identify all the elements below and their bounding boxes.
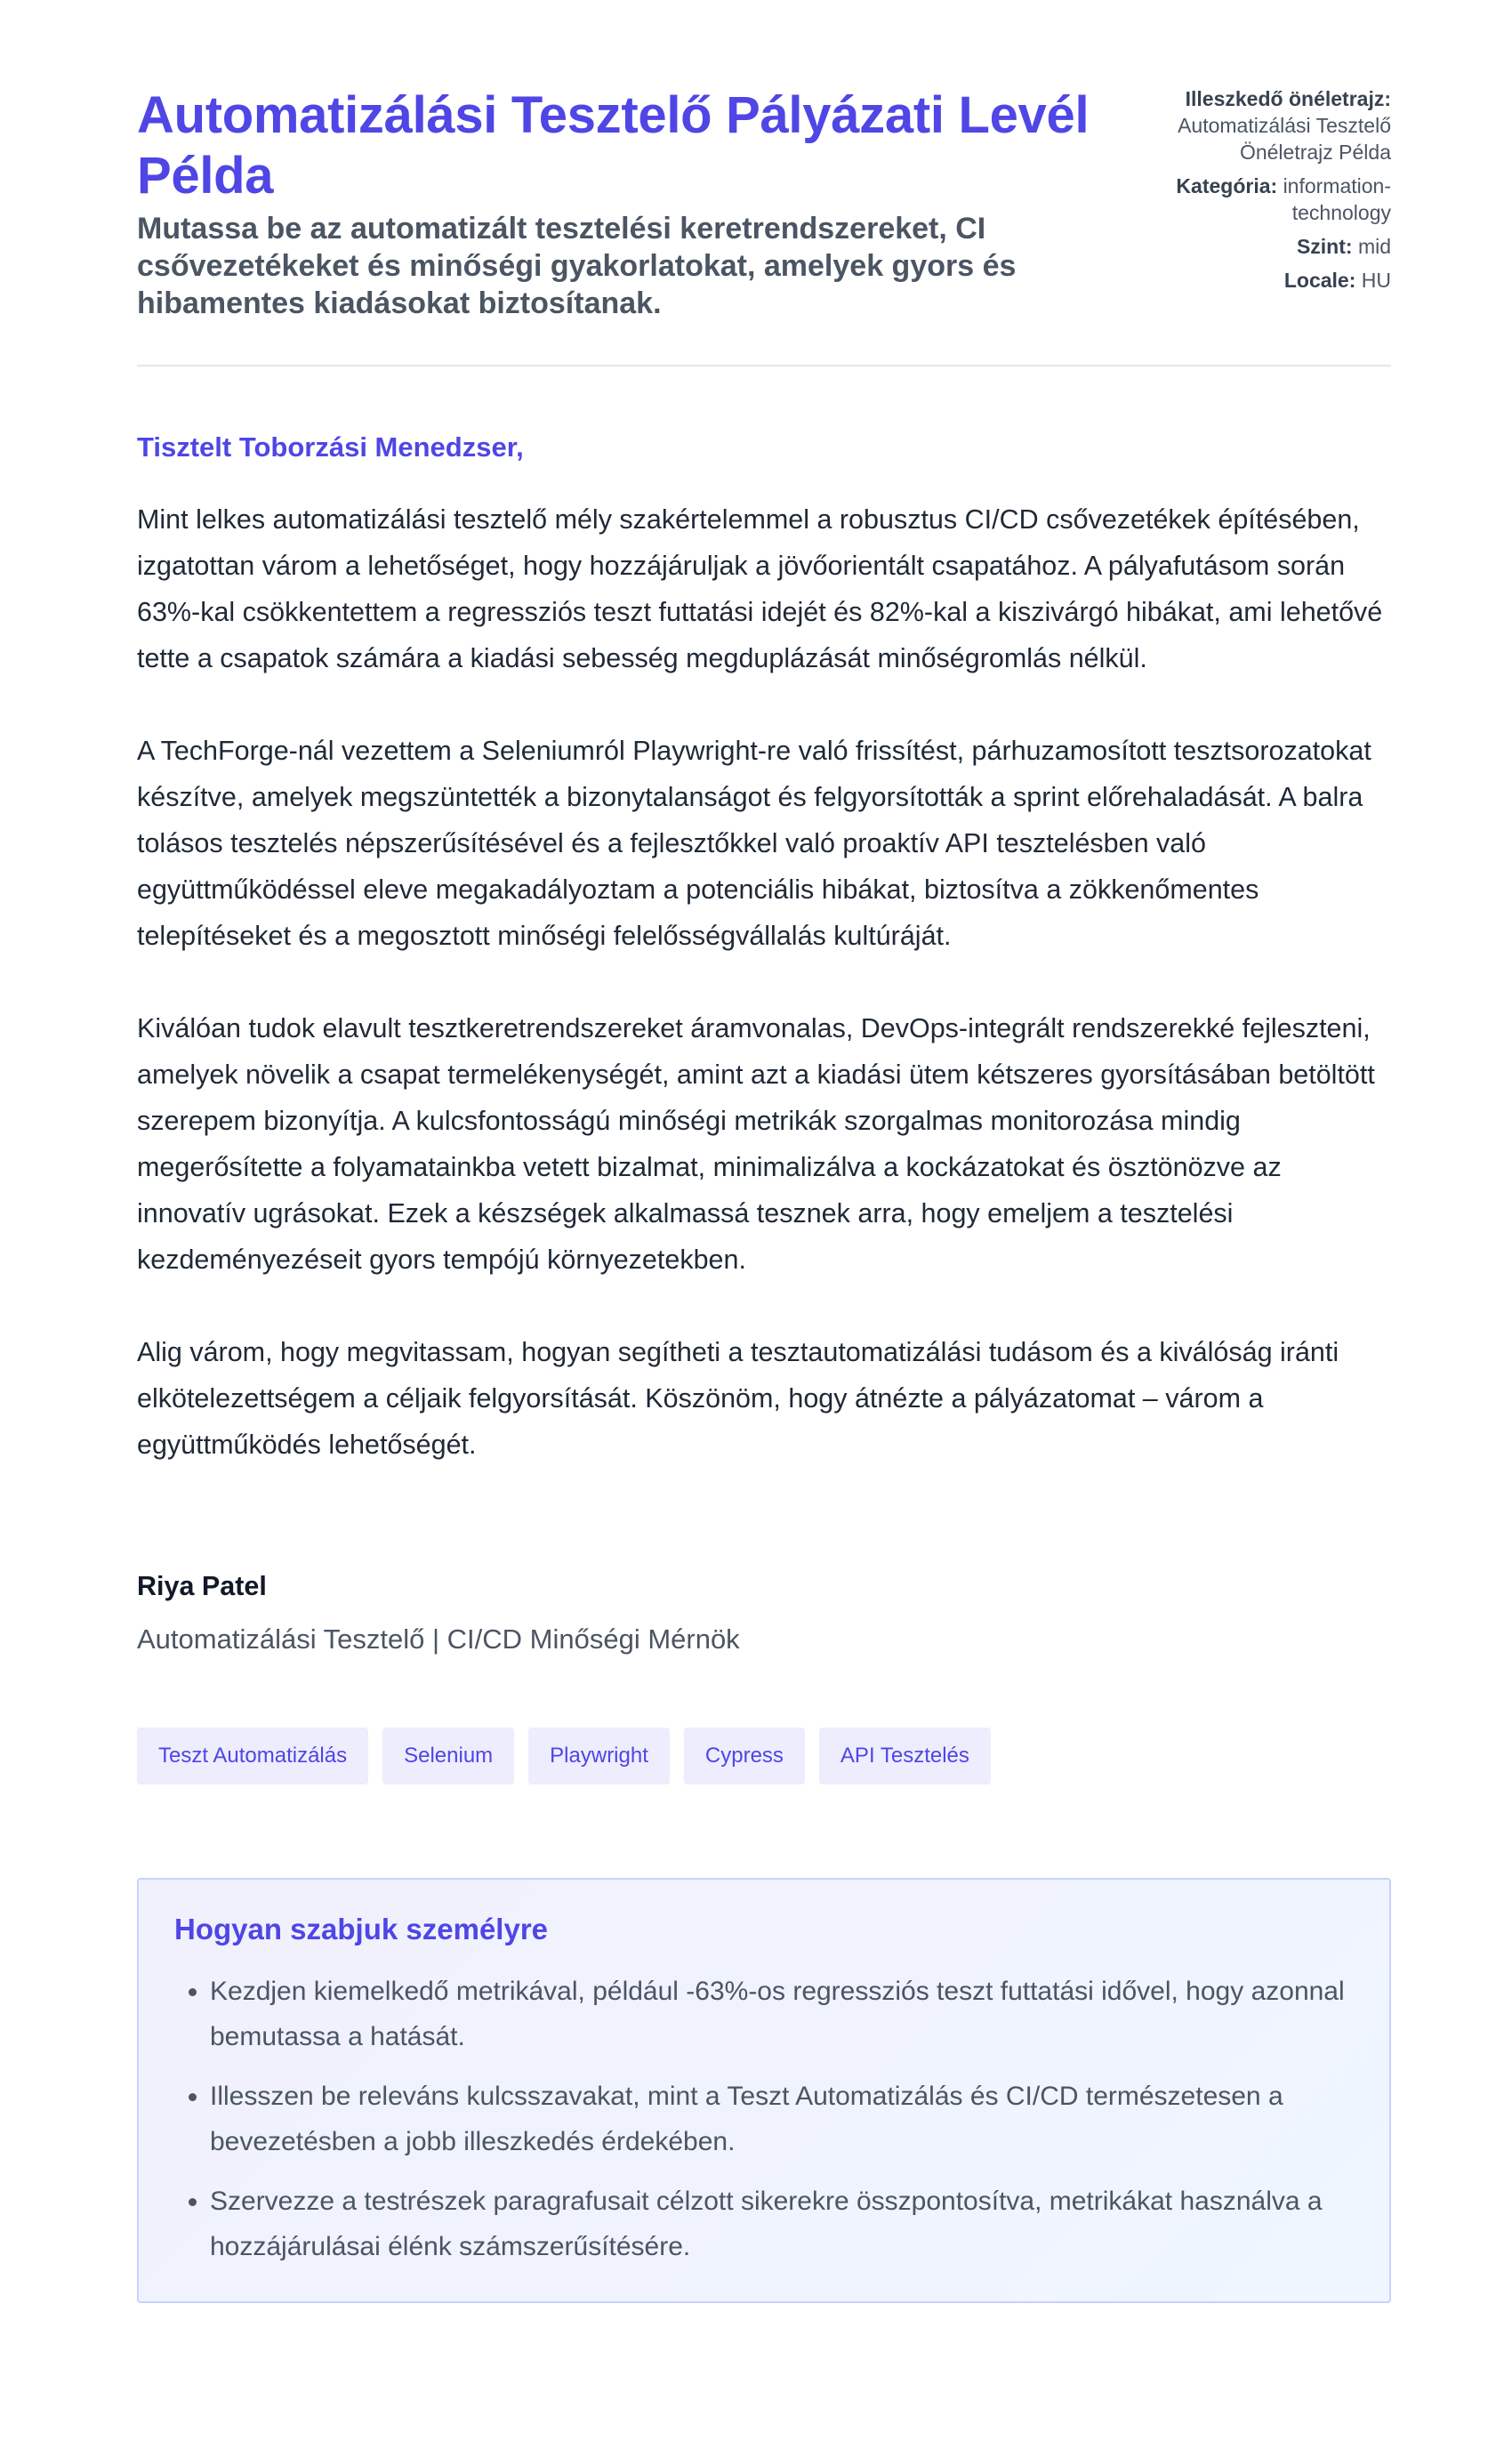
meta-locale — [1133, 267, 1391, 294]
meta-category — [1133, 173, 1391, 226]
meta-level-value: mid — [1357, 235, 1391, 258]
meta-locale-label: Locale: — [1283, 269, 1356, 292]
meta-level-label: Szint: — [1296, 235, 1353, 258]
tip-item: • Kezdjen kiemelkedő metrikával, például -63%-os regressziós teszt futtatási idővel, hogy azonnal bemutassa a hatását. — [210, 1969, 1354, 2059]
signature-title: Automatizálási Tesztelő | CI/CD Minőségi Mérnök — [137, 1623, 740, 1655]
meta-panel — [1133, 85, 1391, 322]
keyword-tag: Cypress — [684, 1728, 805, 1784]
letter-paragraph-2: A TechForge-nál vezettem a Seleniumról Playwright-re való frissítést, párhuzamosított tesztsorozatokat készítve, amelyek megszüntették a bizonytalanságot és felgyorsították a sprint előrehaladását. A balra tolásos tesztelés népszerűsítésével és a fejlesztőkkel való proaktív API tesztelésben való együttműködéssel eleve megakadályoztam a potenciális hibákat, biztosítva a zökkenőmentes telepítéseket és a megosztott minőségi felelősségvállalás kultúráját. — [137, 736, 1371, 951]
page-subtitle: Mutassa be az automatizált tesztelési keretrendszereket, CI csővezetékeket és minőségi gyakorlatokat, amelyek gyors és hibamentes kiadásokat biztosítanak. — [137, 212, 1017, 320]
tips-list — [174, 1969, 1354, 2269]
signature-name: Riya Patel — [137, 1571, 267, 1601]
tip-item: • Illesszen be releváns kulcsszavakat, mint a Teszt Automatizálás és CI/CD természetesen a bevezetésben a jobb illeszkedés érdekében. — [210, 2074, 1354, 2164]
header — [137, 85, 1391, 322]
page-title: Automatizálási Tesztelő Pályázati Levél Példa — [137, 86, 1090, 205]
header-divider — [137, 365, 1391, 367]
meta-resume — [1133, 85, 1391, 165]
keyword-tag: API Tesztelés — [819, 1728, 991, 1784]
letter-greeting: Tisztelt Toborzási Menedzser, — [137, 431, 524, 463]
letter-paragraph-4: Alig várom, hogy megvitassam, hogyan segítheti a tesztautomatizálási tudásom és a kiválóság iránti elkötelezettségem a céljaik felgyorsítását. Köszönöm, hogy átnézte a pályázatomat – várom a együttműködés lehetőségét. — [137, 1337, 1339, 1460]
keyword-tag: Teszt Automatizálás — [137, 1728, 368, 1784]
meta-category-label: Kategória: — [1176, 174, 1278, 197]
keyword-tag: Selenium — [382, 1728, 514, 1784]
title-block — [137, 85, 1106, 322]
tips-title: Hogyan szabjuk személyre — [174, 1913, 549, 1946]
customization-tips-box — [137, 1878, 1391, 2303]
meta-resume-value: Automatizálási Tesztelő Önéletrajz Példa — [1178, 114, 1391, 164]
meta-resume-label: Illeszkedő önéletrajz: — [1185, 87, 1391, 110]
meta-level — [1133, 233, 1391, 260]
meta-locale-value: HU — [1361, 269, 1391, 292]
keyword-tag: Playwright — [528, 1728, 670, 1784]
letter-paragraph-3: Kiválóan tudok elavult tesztkeretrendszereket áramvonalas, DevOps-integrált rendszerekké fejleszteni, amelyek növelik a csapat termelékenységét, amint azt a kiadási ütem kétszeres gyorsításában betöltött szerepem bizonyítja. A kulcsfontosságú minőségi metrikák szorgalmas monitorozása mindig megerősítette a folyamatainkba vetett bizalmat, minimalizálva a kockázatokat és ösztönözve az innovatív ugrásokat. Ezek a készségek alkalmassá tesznek arra, hogy emeljem a tesztelési kezdeményezéseit gyors tempójú környezetekben. — [137, 1013, 1375, 1275]
meta-category-value: information-technology — [1283, 174, 1391, 224]
letter-paragraph-1: Mint lelkes automatizálási tesztelő mély szakértelemmel a robusztus CI/CD csővezetékek építésében, izgatottan várom a lehetőséget, hogy hozzájáruljak a jövőorientált csapatához. A pályafutásom során 63%-kal csökkentettem a regressziós teszt futtatási idejét és 82%-kal a kiszivárgó hibákat, ami lehetővé tette a csapatok számára a kiadási sebesség megduplázását minőségromlás nélkül. — [137, 504, 1383, 673]
letter-content — [137, 425, 1391, 2303]
tip-item: • Szervezze a testrészek paragrafusait célzott sikerekre összpontosítva, metrikákat használva a hozzájárulásai élénk számszerűsítésére. — [210, 2179, 1354, 2269]
keyword-tags — [137, 1728, 1391, 1784]
